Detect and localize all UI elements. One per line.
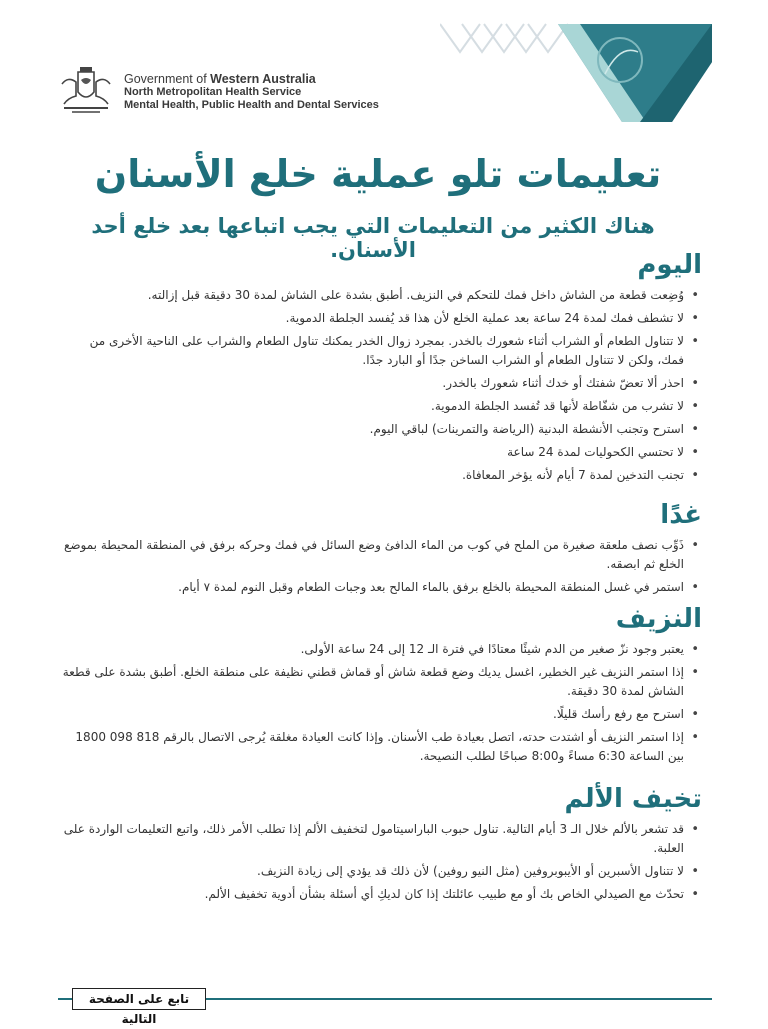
list-item: • لا تحتسي الكحوليات لمدة 24 ساعة — [62, 443, 684, 462]
coat-of-arms-icon — [58, 66, 114, 114]
list-item: • استرح وتجنب الأنشطة البدنية (الرياضة والتمرينات) لباقي اليوم. — [62, 420, 684, 439]
section-pain-relief — [62, 784, 702, 908]
list-item: • تحدّث مع الصيدلي الخاص بك أو مع طبيب عائلتك إذا كان لديكِ أي أسئلة بشأن أدوية تخفيف الألم. — [62, 885, 684, 904]
chevron-pattern-icon — [440, 24, 568, 52]
list-item: • استرح مع رفع رأسك قليلًا. — [62, 705, 684, 724]
list-item: • استمر في غسل المنطقة المحيطة بالخلع برفق بالماء المالح بعد وجبات الطعام وقبل النوم لمدة ٧ أيام. — [62, 578, 684, 597]
instruction-list — [62, 536, 702, 597]
list-item: • لا تشطف فمك لمدة 24 ساعة بعد عملية الخلع لأن هذا قد يُفسد الجلطة الدموية. — [62, 309, 684, 328]
section-today — [62, 250, 702, 489]
org-text — [124, 72, 379, 112]
list-item: • ذَوِّب نصف ملعقة صغيرة من الملح في كوب من الماء الدافئ وضع السائل في فمك وحركه برفق في المنطقة المحيطة بموضع الخلع ثم ابصقه. — [62, 536, 684, 574]
section-heading: تخيف الألم — [564, 784, 702, 814]
org-line-1: Government of Western Australia — [124, 72, 316, 86]
section-tomorrow — [62, 500, 702, 601]
page-title: تعليمات تلو عملية خلع الأسنان — [94, 152, 662, 196]
decorative-banner-graphic — [440, 22, 712, 122]
list-item: • يعتبر وجود نزّ صغير من الدم شيئًا معتادًا في فترة الـ 12 إلى 24 ساعة الأولى. — [62, 640, 684, 659]
list-item: • لا تتناول الأسبرين أو الأيبوبروفين (مثل النيو روفين) لأن ذلك قد يؤدي إلى زيادة النزيف. — [62, 862, 684, 881]
list-item: • إذا استمر النزيف أو اشتدت حدته، اتصل بعيادة طب الأسنان. وإذا كانت العيادة مغلقة يُرجى الاتصال بالرقم 818 098 1800 بين الساعة 6:30 مساءً و8:00 صباحًا لطلب النصيحة. — [62, 728, 684, 766]
continue-next-page-label: تابع على الصفحة التالية — [72, 988, 206, 1010]
instruction-list — [62, 820, 702, 904]
list-item: • لا تتناول الطعام أو الشراب أثناء شعورك بالخدر. بمجرد زوال الخدر يمكنك تناول الطعام والشراب على الناحية الأخرى من فمك، ولكن لا تتناول الطعام أو الشراب الساخن جدًا أو البارد جدًا. — [62, 332, 684, 370]
instruction-list — [62, 640, 702, 766]
list-item: • إذا استمر النزيف غير الخطير، اغسل يديك وضع قطعة شاش أو قماش قطني نظيفة على منطقة الخلع. أطبق بشدة على قطعة الشاش لمدة 30 دقيقة. — [62, 663, 684, 701]
section-bleeding — [62, 604, 702, 770]
list-item: • لا تشرب من شفّاطة لأنها قد تُفسد الجلطة الدموية. — [62, 397, 684, 416]
org-header — [58, 64, 418, 118]
section-heading: النزيف — [615, 604, 702, 634]
list-item: • قد تشعر بالألم خلال الـ 3 أيام التالية. تناول حبوب الباراسيتامول لتخفيف الألم إذا تطلب الأمر ذلك، واتبع التعليمات الواردة على العلبة. — [62, 820, 684, 858]
section-heading: اليوم — [637, 250, 702, 280]
org-line-2: North Metropolitan Health Service — [124, 86, 302, 98]
instruction-list — [62, 286, 702, 485]
list-item: • احذر ألا تعضّ شفتك أو خدك أثناء شعورك بالخدر. — [62, 374, 684, 393]
list-item: • وُضِعت قطعة من الشاش داخل فمك للتحكم في النزيف. أطبق بشدة على الشاش لمدة 30 دقيقة قبل إزالته. — [62, 286, 684, 305]
list-item: • تجنب التدخين لمدة 7 أيام لأنه يؤخر المعافاة. — [62, 466, 684, 485]
org-line-3: Mental Health, Public Health and Dental Services — [124, 99, 379, 111]
page-subtitle: هناك الكثير من التعليمات التي يجب اتباعها بعد خلع أحد الأسنان. — [91, 214, 655, 262]
section-heading: غدًا — [660, 500, 702, 530]
